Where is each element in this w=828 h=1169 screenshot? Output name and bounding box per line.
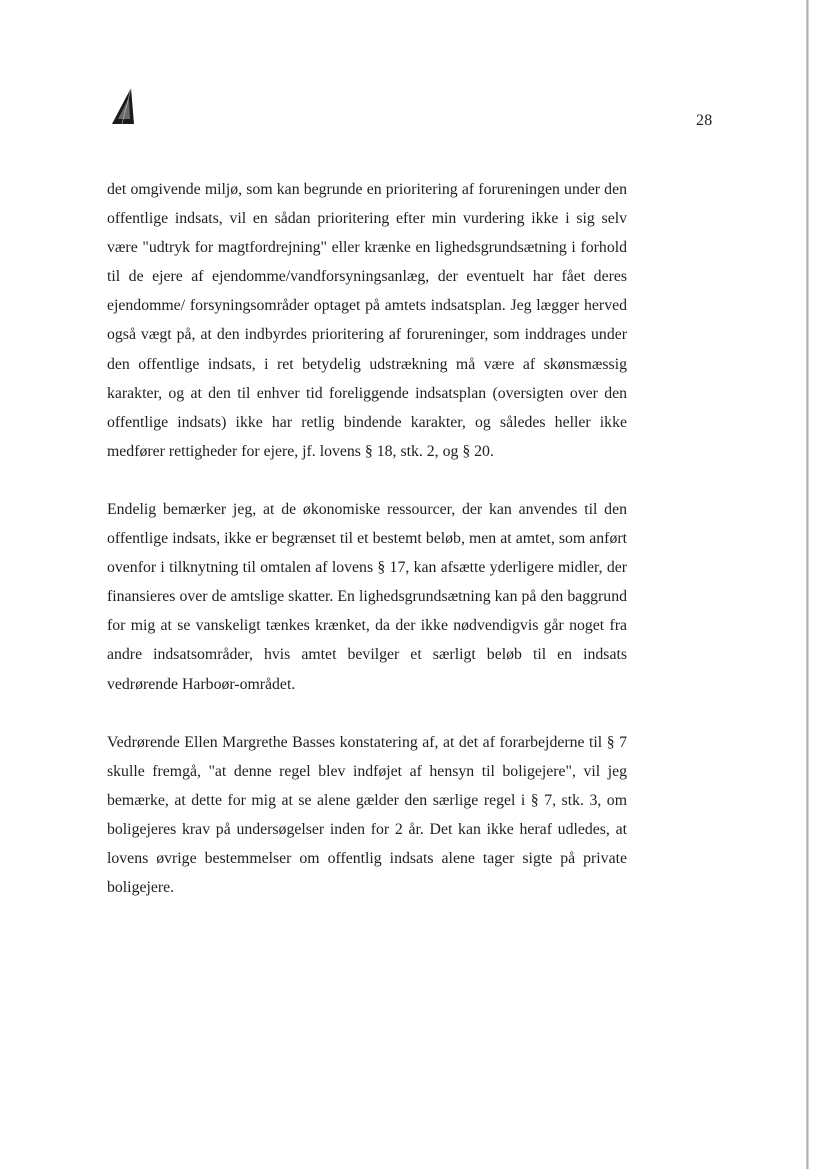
paragraph-2: Endelig bemærker jeg, at de økonomiske ressourcer, der kan anvendes til den offentlige indsats, ikke er begrænset til et bestemt beløb, men at amtet, som anført ovenfor i tilknytning til omtalen af lovens § 17, kan afsætte yderligere midler, der finansieres over de amtslige skatter. En lighedsgrundsætning kan på den baggrund for mig at se vanskeligt tænkes krænket, da der ikke nødvendigvis går noget fra andre indsatsområder, hvis amtet bevilger et særligt beløb til en indsats vedrørende Harboør-området. xyxy=(107,500,627,693)
sail-triangle-logo-icon xyxy=(110,86,136,126)
paragraph-3: Vedrørende Ellen Margrethe Basses konstatering af, at det af forarbejderne til § 7 skulle fremgå, "at denne regel blev indføjet af hensyn til boligejere", vil jeg bemærke, at dette for mig at se alene gælder den særlige regel i § 7, stk. 3, om boligejeres krav på undersøgelser inden for 2 år. Det kan ikke heraf udledes, at lovens øvrige bestemmelser om offentlig indsats alene tager sigte på private boligejere. xyxy=(107,733,627,897)
page-edge-shadow xyxy=(806,0,809,1169)
page-number: 28 xyxy=(696,112,713,129)
paragraph-1: det omgivende miljø, som kan begrunde en prioritering af forureningen under den offentlige indsats, vil en sådan prioritering efter min vurdering ikke i sig selv være "udtryk for magtfordrejning" eller krænke en lighedsgrundsætning i forhold til de ejere af ejendomme/vandforsyningsanlæg, der eventuelt har fået deres ejendomme/ forsyningsområder optaget på amtets indsatsplan. Jeg lægger herved også vægt på, at den indbyrdes prioritering af forureninger, som inddrages under den offentlige indsats, i ret betydelig udstrækning må være af skønsmæssig karakter, og at den til enhver tid foreliggende indsatsplan (oversigten over den offentlige indsats) ikke har retlig bindende karakter, og således heller ikke medfører rettigheder for ejere, jf. lovens § 18, stk. 2, og § 20. xyxy=(107,181,627,460)
body-text xyxy=(107,175,627,902)
